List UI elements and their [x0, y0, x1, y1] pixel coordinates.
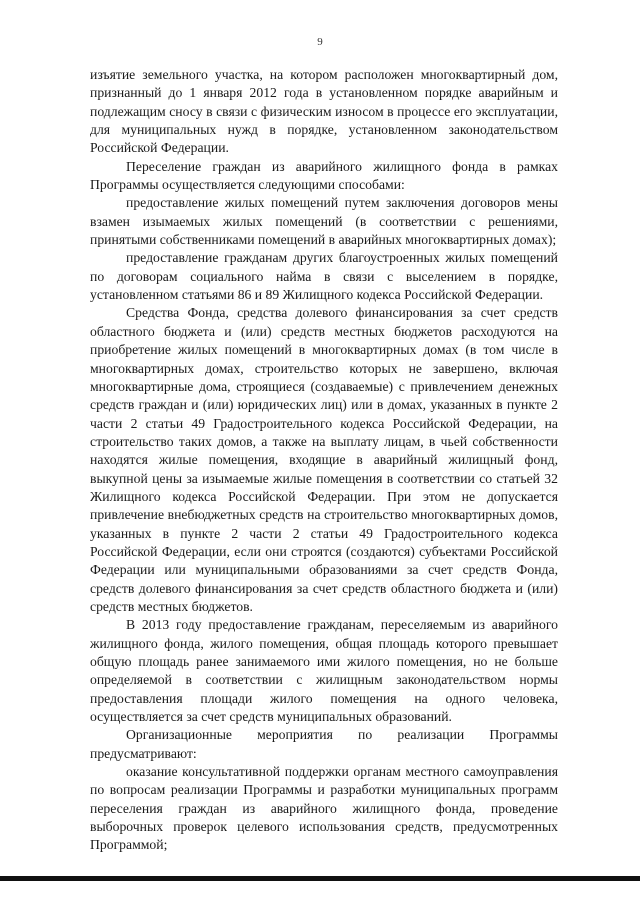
- paragraph-5: Средства Фонда, средства долевого финансирования за счет средств областного бюджета и (или) средств местных бюджетов расходуются на приобретение жилых помещений в многоквартирных домах (в том числе в многоквартирных домах, строительство которых не завершено, включая многоквартирные дома, строящиеся (создаваемые) с привлечением денежных средств граждан и (или) юридических лиц) или в домах, указанных в пункте 2 части 2 статьи 49 Градостроительного кодекса Российской Федерации, на строительство таких домов, а также на выплату лицам, в чьей собственности находятся жилые помещения, входящие в аварийный жилищный фонд, выкупной цены за изымаемые жилые помещения в соответствии со статьей 32 Жилищного кодекса Российской Федерации. При этом не допускается привлечение внебюджетных средств на строительство многоквартирных домов, указанных в пункте 2 части 2 статьи 49 Градостроительного кодекса Российской Федерации, если они строятся (создаются) субъектами Российской Федерации или муниципальными образованиями за счет средств Фонда, средств долевого финансирования за счет средств областного бюджета и (или) средств местных бюджетов.: [90, 305, 558, 614]
- page-number: 9: [317, 36, 323, 48]
- paragraph-8: оказание консультативной поддержки органам местного самоуправления по вопросам реализации Программы и разработки муниципальных программ переселения граждан из аварийного жилищного фонда, проведение выборочных проверок целевого использования средств, предусмотренных Программой;: [90, 764, 558, 853]
- paragraph-4: предоставление гражданам других благоустроенных жилых помещений по договорам социального найма в связи с выселением в порядке, установленном статьями 86 и 89 Жилищного кодекса Российской Федерации.: [90, 250, 558, 303]
- bottom-scan-border: [0, 876, 640, 881]
- paragraph-1: изъятие земельного участка, на котором расположен многоквартирный дом, признанный до 1 января 2012 года в установленном порядке аварийным и подлежащим сносу в связи с физическим износом в процессе его эксплуатации, для муниципальных нужд в порядке, установленном законодательством Российской Федерации.: [90, 67, 558, 156]
- paragraph-2: Переселение граждан из аварийного жилищного фонда в рамках Программы осуществляется следующими способами:: [90, 158, 558, 193]
- paragraph-3: предоставление жилых помещений путем заключения договоров мены взамен изымаемых жилых помещений (в соответствии с решениями, принятыми собственниками помещений в аварийных многоквартирных домах);: [90, 195, 558, 248]
- paragraph-6: В 2013 году предоставление гражданам, переселяемым из аварийного жилищного фонда, жилого помещения, общая площадь которого превышает общую площадь ранее занимаемого ими жилого помещения, но не больше определяемой в соответствии с жилищным законодательством нормы предоставления площади жилого помещения на одного человека, осуществляется за счет средств муниципальных образований.: [90, 617, 558, 725]
- paragraph-7: Организационные мероприятия по реализации Программы предусматривают:: [90, 727, 558, 761]
- document-body: [90, 66, 558, 855]
